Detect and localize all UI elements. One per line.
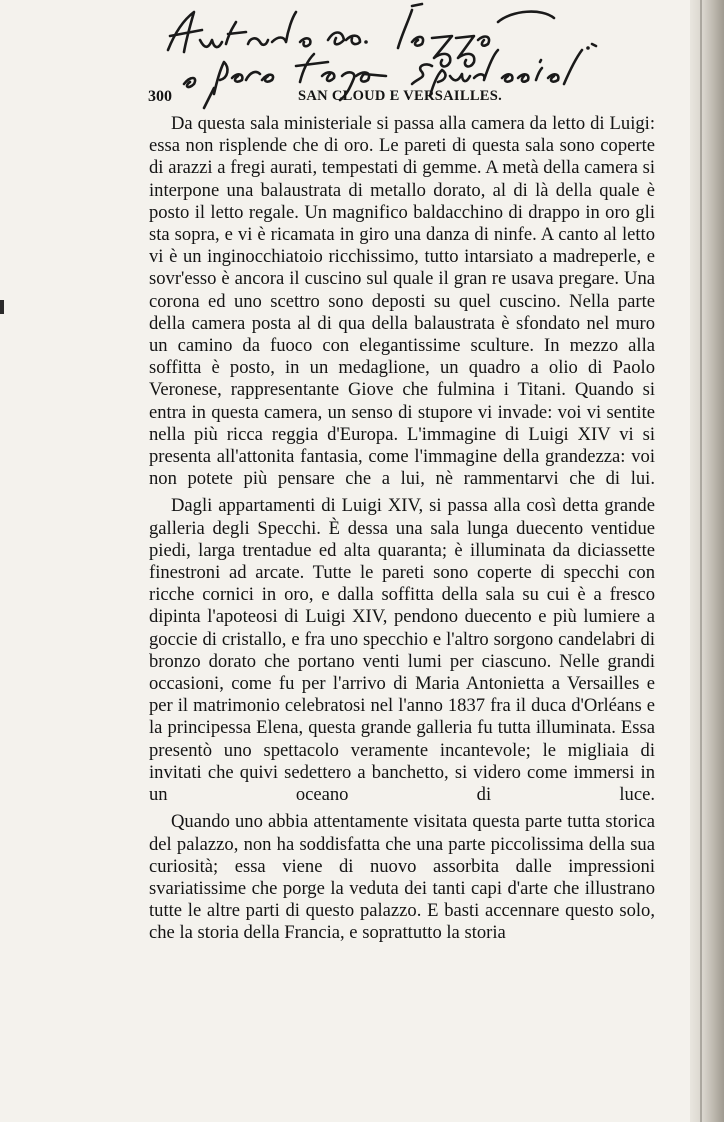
hw-stroke	[246, 72, 260, 80]
hw-stroke	[200, 40, 222, 47]
hw-stroke	[248, 38, 268, 44]
hw-stroke	[328, 33, 344, 45]
hw-stroke	[474, 50, 498, 80]
hw-stroke	[346, 36, 360, 44]
hw-stroke	[412, 4, 422, 6]
paragraph: Dagli appartamenti di Luigi XIV, si passa alla così detta grande galleria degli Specchi. È dessa una sala lunga duecento ventidue piedi, larga trentadue ed alta quaranta; è illuminata da diciassette finestroni ad arcate. Tutte le pareti sono coperte di specchi con ricche cornici in oro, e dalla soffitta della sala su cui è a fresco dipinta l'apoteosi di Luigi XIV, pendono duecento e più lumiere a goccie di cristallo, e fra uno specchio e l'altro sorgono candelabri di bronzo dorato che portano venti lumi per ciascuno. Nelle grandi occasioni, come fu per l'arrivo di Maria Antonietta a Versailles e per il matrimonio celebratosi nel l'anno 1837 fra il duca d'Orléans e la principessa Elena, questa grande galleria fu tutta illuminata. Essa presentò uno spettacolo veramente incantevole; le migliaia di invitati che quivi sedettero a banchetto, si videro come immersi in un oceano di luce.	[149, 495, 655, 806]
hw-stroke	[356, 73, 386, 82]
hw-stroke	[296, 54, 328, 82]
hw-stroke	[226, 22, 246, 44]
hw-stroke	[456, 36, 474, 66]
hw-stroke	[450, 74, 470, 81]
hw-stroke	[432, 36, 452, 66]
hw-stroke	[548, 74, 558, 81]
hw-stroke	[184, 78, 195, 87]
paragraph: Da questa sala ministeriale si passa alla camera da letto di Luigi: essa non risplende che di oro. Le pareti di questa sala sono coperte di arazzi a fregi aurati, tempestati di gemme. A metà della camera si interpone una balaustrata di metallo dorato, al di là della quale è posto il letto regale. Un magnifico baldacchino di drappo in oro gli sta sopra, e vi è ricamata in giro una danza di ninfe. A canto al letto vi è un inginocchiatoio ricchissimo, tutto intarsiato a madreperle, e sovr'esso è ancora il cuscino sul quale il gran re usava pregare. Una corona ed uno scettro sono deposti su quel cuscino. Nella parte della camera posta al di qua della balaustrata è sfondato nel muro un camino da fuoco con elegantissime sculture. In mezzo alla soffitta è posto, in un medaglione, un quadro a olio di Paolo Veronese, rappresentante Giove che fulmina i Titani. Quando si entra in questa camera, un senso di stupore vi invade: voi vi sentite nella più ricca reggia d'Europa. L'immagine di Luigi XIV vi si presenta all'attonita fantasia, come l'immagine della grandezza: voi non potete più pensare che a lui, nè rammentarvi che di lui.	[149, 113, 655, 490]
hw-stroke	[322, 72, 334, 81]
hw-stroke	[564, 50, 582, 84]
page-gutter-shadow	[690, 0, 724, 1122]
hw-stroke	[478, 37, 489, 46]
body-text	[149, 113, 655, 950]
hw-stroke	[232, 74, 242, 81]
hw-stroke	[498, 12, 554, 22]
gutter-line	[700, 0, 702, 1122]
hw-stroke	[518, 74, 528, 81]
hw-stroke	[300, 38, 310, 46]
hw-stroke	[412, 64, 432, 84]
paragraph: Quando uno abbia attentamente visitata questa parte tutta storica del palazzo, non ha soddisfatta che una parte piccolissima della sua curiosità; essa viene di nuovo assorbita dalle impressioni svariatissime che porge la veduta dei tanti capi d'arte che illustrano tutte le altre parti di questo palazzo. E basti accennare questo solo, che la storia della Francia, e soprattutto la storia	[149, 811, 655, 944]
page-number: 300	[148, 88, 172, 105]
hw-stroke	[536, 60, 542, 80]
hw-stroke	[592, 44, 596, 46]
running-header	[148, 88, 658, 110]
hw-stroke	[398, 10, 412, 48]
hw-stroke	[262, 75, 273, 82]
hw-stroke	[502, 74, 512, 81]
margin-speck	[0, 300, 4, 314]
running-head-title: SAN CLOUD E VERSAILLES.	[298, 88, 503, 104]
hw-stroke	[272, 12, 296, 42]
hw-stroke	[412, 37, 423, 46]
